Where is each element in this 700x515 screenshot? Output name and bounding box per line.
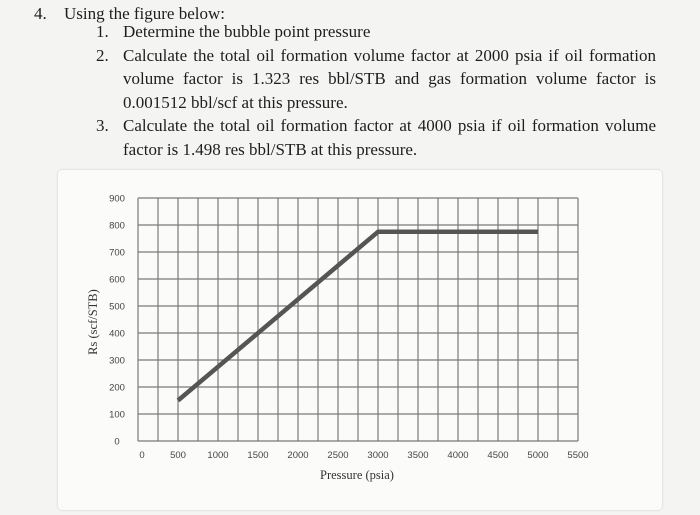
x-tick-label: 5000 [527, 450, 549, 461]
x-tick-label: 2500 [327, 450, 349, 461]
item-text: Determine the bubble point pressure [123, 22, 371, 41]
y-tick-label: 700 [109, 247, 125, 259]
y-tick-label: 300 [109, 355, 125, 367]
x-tick-label: 4000 [447, 450, 469, 461]
item-text: Calculate the total oil formation volume factor at 2000 psia if oil formation volume factor is 1.323 res bbl/STB and gas formation volume factor is 0.001512 bbl/scf at this pressure. [123, 45, 656, 112]
x-tick-label: 5500 [567, 450, 589, 461]
x-tick-label: 1500 [247, 450, 269, 461]
y-tick-label: 800 [109, 220, 125, 232]
y-axis-label: Rs (scf/STB) [86, 289, 100, 355]
question-text: Using the figure below: [64, 4, 225, 23]
item-number: 1. [96, 22, 109, 41]
y-tick-label: 600 [109, 274, 125, 286]
x-tick-label: 3000 [367, 450, 389, 461]
x-tick-label: 4500 [487, 450, 509, 461]
x-axis-label: Pressure (psia) [320, 468, 394, 482]
question-number: 4. [34, 4, 47, 23]
y-tick-label: 400 [109, 328, 125, 340]
x-tick-label: 0 [139, 450, 145, 461]
y-tick-label: 100 [109, 409, 125, 421]
y-tick-label: 500 [109, 301, 125, 313]
x-tick-label: 500 [170, 450, 186, 461]
x-tick-label: 3500 [407, 450, 429, 461]
y-tick-label: 900 [109, 193, 125, 205]
x-tick-label: 1000 [207, 450, 229, 461]
y-tick-label: 0 [114, 436, 120, 448]
y-tick-label: 200 [109, 382, 125, 394]
item-number: 2. [96, 45, 109, 65]
x-tick-label: 2000 [287, 450, 309, 461]
item-text: Calculate the total oil formation factor at 4000 psia if oil formation volume factor is 1.498 res bbl/STB at this pressure. [123, 116, 656, 159]
item-number: 3. [96, 116, 109, 135]
